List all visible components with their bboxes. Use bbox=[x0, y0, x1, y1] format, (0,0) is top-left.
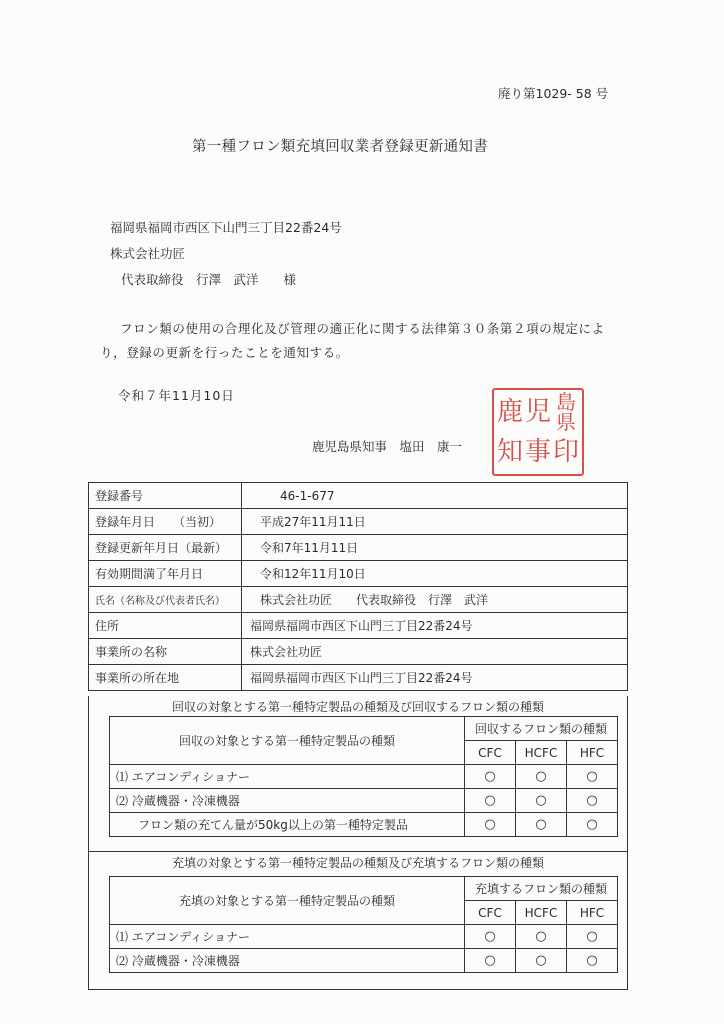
info-key: 住所 bbox=[89, 613, 242, 639]
seal-char: 児 bbox=[524, 397, 551, 427]
table-row bbox=[110, 813, 618, 837]
gas-label: CFC bbox=[465, 901, 516, 925]
check-mark: ○ bbox=[516, 813, 567, 837]
recipient-representative: 代表取締役 行澤 武洋 様 bbox=[121, 272, 297, 287]
check-mark: ○ bbox=[516, 925, 567, 949]
table-row bbox=[89, 639, 628, 665]
table-row bbox=[89, 587, 628, 613]
product-name: ⑵ 冷蔵機器・冷凍機器 bbox=[110, 949, 465, 973]
filling-section bbox=[88, 851, 628, 989]
recipient-address: 福岡県福岡市西区下山門三丁目22番24号 bbox=[110, 220, 342, 235]
gas-label: HFC bbox=[567, 901, 618, 925]
product-name: ⑵ 冷蔵機器・冷凍機器 bbox=[110, 789, 465, 813]
check-mark: ○ bbox=[567, 925, 618, 949]
registration-info-table bbox=[88, 482, 628, 691]
gas-label: HCFC bbox=[516, 901, 567, 925]
check-mark: ○ bbox=[465, 789, 516, 813]
info-value: 福岡県福岡市西区下山門三丁目22番24号 bbox=[242, 665, 628, 691]
recovery-heading: 回収の対象とする第一種特定製品の種類及び回収するフロン類の種類 bbox=[171, 700, 544, 714]
gas-label: HFC bbox=[567, 741, 618, 765]
info-value: 46-1-677 bbox=[242, 483, 628, 509]
check-mark: ○ bbox=[516, 949, 567, 973]
check-mark: ○ bbox=[567, 949, 618, 973]
recovery-section bbox=[88, 696, 628, 851]
info-key: 事業所の所在地 bbox=[89, 665, 242, 691]
product-name: フロン類の充てん量が50kg以上の第一種特定製品 bbox=[110, 813, 465, 837]
check-mark: ○ bbox=[465, 949, 516, 973]
check-mark: ○ bbox=[567, 765, 618, 789]
check-mark: ○ bbox=[516, 765, 567, 789]
check-mark: ○ bbox=[465, 925, 516, 949]
official-seal bbox=[492, 388, 584, 476]
table-row bbox=[89, 509, 628, 535]
gas-label: CFC bbox=[465, 741, 516, 765]
info-value: 令和12年11月10日 bbox=[242, 561, 628, 587]
table-row bbox=[89, 561, 628, 587]
body-text-line-1: フロン類の使用の合理化及び管理の適正化に関する法律第３０条第２項の規定によ bbox=[120, 321, 605, 336]
info-key: 登録年月日 （当初） bbox=[89, 509, 242, 535]
seal-char: 知 bbox=[496, 437, 523, 467]
seal-char: 印 bbox=[552, 437, 579, 467]
info-key: 有効期間満了年月日 bbox=[89, 561, 242, 587]
table-row bbox=[110, 925, 618, 949]
check-mark: ○ bbox=[465, 765, 516, 789]
notice-date: 令和７年11月10日 bbox=[118, 388, 235, 403]
info-key: 登録更新年月日（最新） bbox=[89, 535, 242, 561]
document-title: 第一種フロン類充填回収業者登録更新通知書 bbox=[192, 139, 488, 155]
table-row bbox=[89, 483, 628, 509]
check-mark: ○ bbox=[516, 789, 567, 813]
table-row bbox=[89, 535, 628, 561]
table-row bbox=[110, 949, 618, 973]
seal-char: 県 bbox=[556, 410, 576, 434]
product-name: ⑴ エアコンディショナー bbox=[110, 925, 465, 949]
document-number: 廃り第1029- 58 号 bbox=[498, 86, 609, 101]
info-key: 氏名（名称及び代表者氏名） bbox=[89, 587, 242, 613]
seal-char: 島 bbox=[556, 390, 576, 414]
info-value: 株式会社功匠 bbox=[242, 639, 628, 665]
check-mark: ○ bbox=[567, 789, 618, 813]
seal-char: 事 bbox=[524, 437, 551, 467]
table-row bbox=[110, 877, 618, 901]
filling-table bbox=[109, 876, 618, 973]
filling-heading: 充填の対象とする第一種特定製品の種類及び充填するフロン類の種類 bbox=[171, 856, 544, 870]
body-text-line-2: り，登録の更新を行ったことを通知する。 bbox=[100, 345, 349, 360]
gas-label: HCFC bbox=[516, 741, 567, 765]
table-bottom-border bbox=[88, 989, 628, 990]
info-key: 事業所の名称 bbox=[89, 639, 242, 665]
recipient-company: 株式会社功匠 bbox=[110, 246, 186, 261]
filling-gas-header: 充填するフロン類の種類 bbox=[465, 877, 618, 901]
recovery-product-header: 回収の対象とする第一種特定製品の種類 bbox=[110, 717, 465, 765]
check-mark: ○ bbox=[567, 813, 618, 837]
table-row bbox=[110, 765, 618, 789]
table-row bbox=[89, 613, 628, 639]
signer-name: 鹿児島県知事 塩田 康一 bbox=[312, 439, 463, 454]
table-row bbox=[89, 665, 628, 691]
check-mark: ○ bbox=[465, 813, 516, 837]
seal-char bbox=[556, 392, 576, 432]
product-name: ⑴ エアコンディショナー bbox=[110, 765, 465, 789]
table-row bbox=[110, 717, 618, 741]
info-key: 登録番号 bbox=[89, 483, 242, 509]
recovery-gas-header: 回収するフロン類の種類 bbox=[465, 717, 618, 741]
info-value: 平成27年11月11日 bbox=[242, 509, 628, 535]
info-value: 株式会社功匠 代表取締役 行澤 武洋 bbox=[242, 587, 628, 613]
recovery-table bbox=[109, 716, 618, 837]
table-row bbox=[110, 789, 618, 813]
filling-product-header: 充填の対象とする第一種特定製品の種類 bbox=[110, 877, 465, 925]
info-value: 福岡県福岡市西区下山門三丁目22番24号 bbox=[242, 613, 628, 639]
info-value: 令和7年11月11日 bbox=[242, 535, 628, 561]
seal-char: 鹿 bbox=[496, 397, 523, 427]
